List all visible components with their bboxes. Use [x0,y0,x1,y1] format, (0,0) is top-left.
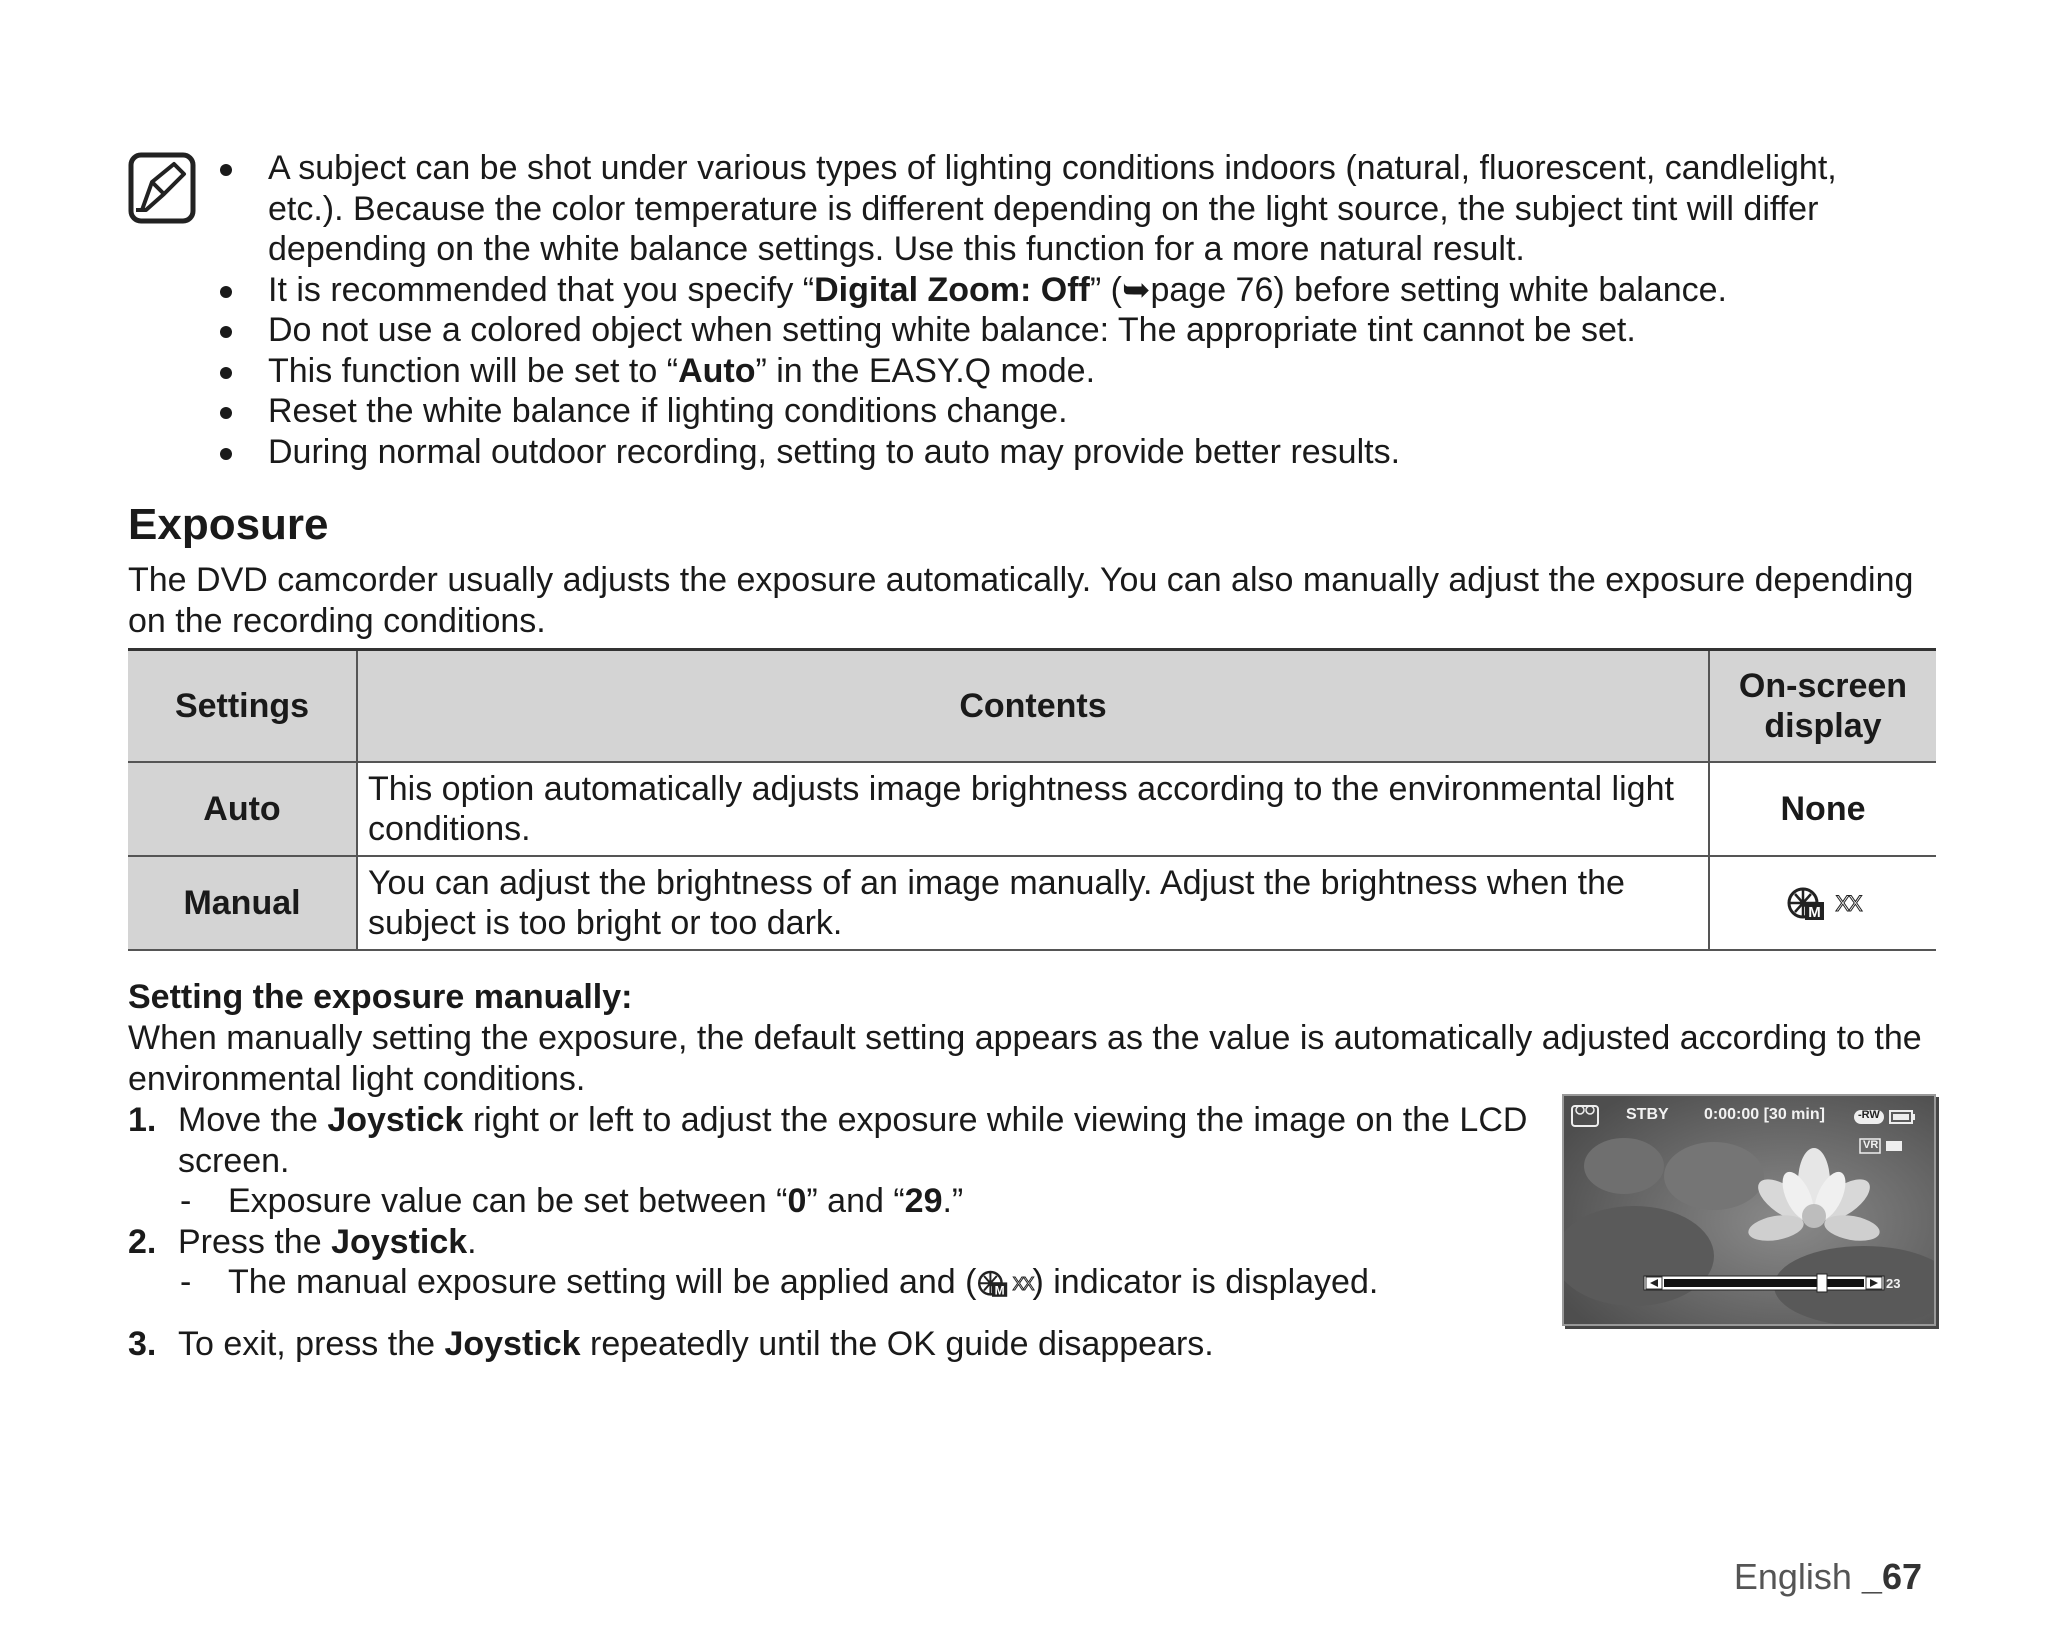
note-item: This function will be set to “Auto” in the EASY.Q mode. [218,351,1898,392]
manual-exposure-icon [976,1269,1008,1299]
indicator-value: XX [1835,891,1861,916]
header-settings: Settings [128,650,357,763]
quality-icon [1886,1141,1902,1151]
exposure-table [128,648,1936,951]
note-item: Do not use a colored object when setting white balance: The appropriate tint cannot be set. [218,310,1898,351]
note-item: A subject can be shot under various types of lighting conditions indoors (natural, fluorescent, candlelight, etc.). Because the color temperature is different depending on the light source, the subject tint will differ depending on the white balance settings. Use this function for a more natural result. [218,148,1898,270]
lcd-time: 0:00:00 [30 min] [1704,1106,1825,1123]
note-item: Reset the white balance if lighting conditions change. [218,391,1898,432]
note-icon [128,152,200,226]
section-intro: The DVD camcorder usually adjusts the exposure automatically. You can also manually adjust the exposure depending on the recording conditions. [128,561,1914,640]
cell-display [1709,856,1936,950]
lcd-photo [1564,1096,1934,1324]
manual-exposure-indicator [1785,884,1860,924]
steps-list [128,1100,1528,1365]
cell-setting: Manual [128,856,357,950]
page-footer: English _67 [1733,1556,1922,1597]
notes-list [218,148,1898,472]
step-item: 1. Move the Joystick right or left to adjust the exposure while viewing the image on the LCD screen. [128,1101,1528,1180]
cell-setting: Auto [128,762,357,856]
svg-text:M: M [1808,904,1822,921]
exposure-slider-thumb [1817,1274,1827,1292]
section-title: Exposure [128,500,329,549]
cell-contents: You can adjust the brightness of an image manually. Adjust the brightness when the subject is too bright or too dark. [357,856,1709,950]
step-subitem: - Exposure value can be set between “0” and “29.” [180,1182,964,1220]
table-header-row [128,650,1936,763]
lcd-screen-illustration [1562,1094,1936,1326]
subsection-intro: When manually setting the exposure, the default setting appears as the value is automatically adjusted according to the environmental light conditions. [128,1019,1922,1098]
cell-contents: This option automatically adjusts image brightness according to the environmental light conditions. [357,762,1709,856]
table-row [128,762,1936,856]
manual-exposure-indicator-inline: M XX [976,1264,1032,1305]
header-display: On-screen display [1709,650,1936,763]
note-item: It is recommended that you specify “Digital Zoom: Off” (➥page 76) before setting white balance. [218,270,1898,311]
step-item: 3. To exit, press the Joystick repeatedly until the OK guide disappears. [128,1325,1214,1364]
manual-exposure-icon [1785,886,1825,922]
step-item: 2. Press the Joystick. [128,1222,477,1261]
cell-display: None [1709,762,1936,856]
arrow-icon: ➥ [1121,270,1151,309]
lcd-status: STBY [1626,1106,1669,1123]
note-item: During normal outdoor recording, setting to auto may provide better results. [218,432,1898,473]
step-subitem: - The manual exposure setting will be applied and ( M XX ) indicator is displayed. [128,1262,1528,1304]
svg-text:M: M [995,1283,1006,1298]
lcd-disc: -RW [1858,1109,1880,1121]
lcd-vr: VR [1863,1139,1879,1151]
table-row [128,856,1936,950]
lcd-exposure-value: 23 [1886,1276,1901,1291]
header-contents: Contents [357,650,1709,763]
subsection-title: Setting the exposure manually: [128,978,633,1016]
